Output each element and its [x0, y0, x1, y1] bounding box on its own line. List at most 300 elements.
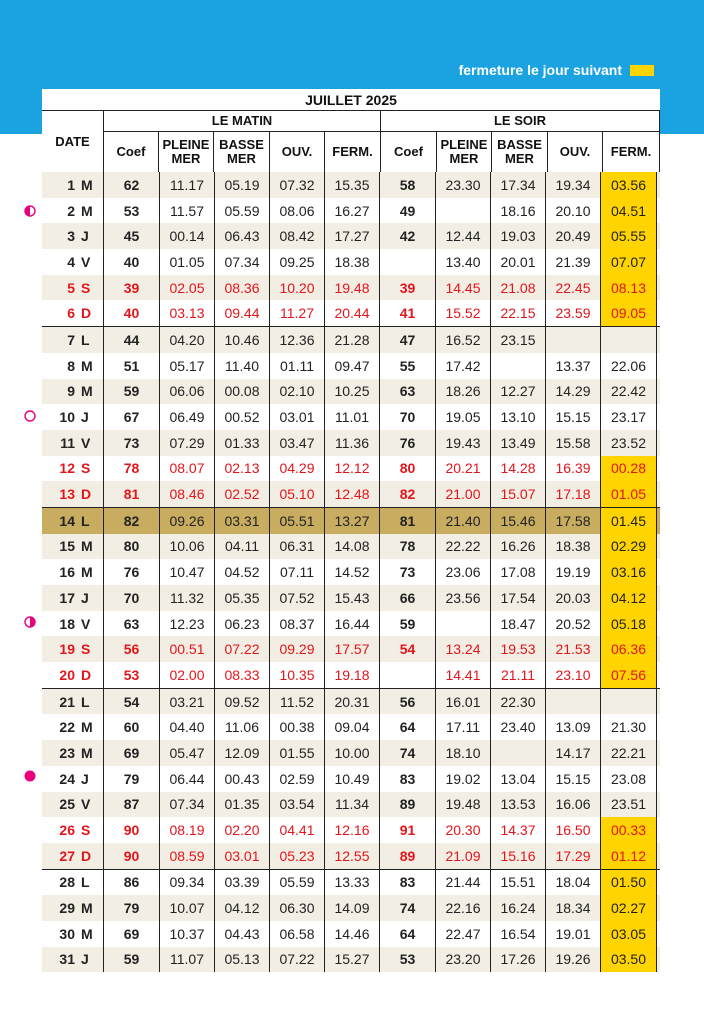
ouv-matin: 01.11	[269, 353, 324, 379]
basse-mer-soir: 13.53	[490, 792, 545, 818]
ouv-soir: 21.39	[545, 249, 600, 275]
col-ouv-matin: OUV.	[270, 132, 325, 172]
coef-soir: 78	[379, 534, 435, 560]
basse-mer-soir: 21.11	[490, 662, 545, 688]
day-number: 2	[67, 202, 75, 219]
weekday: M	[81, 176, 93, 193]
coef-matin: 59	[103, 379, 159, 405]
ouv-matin: 11.52	[269, 689, 324, 715]
coef-matin: 82	[103, 508, 159, 534]
pleine-mer-soir: 23.06	[435, 559, 490, 585]
ouv-matin: 10.35	[269, 662, 324, 688]
date-header: DATE	[55, 133, 90, 149]
basse-mer-matin: 03.39	[214, 870, 269, 896]
weekday: V	[81, 615, 91, 632]
pleine-mer-matin: 11.57	[159, 198, 214, 224]
coef-soir: 74	[379, 740, 435, 766]
pleine-mer-matin: 01.05	[159, 249, 214, 275]
ferm-soir: 06.36	[600, 636, 657, 662]
ferm-matin: 14.52	[324, 559, 379, 585]
day-number: 5	[67, 279, 75, 296]
ouv-matin: 04.41	[269, 817, 324, 843]
ouv-matin: 10.20	[269, 275, 324, 301]
basse-mer-soir: 13.04	[490, 766, 545, 792]
coef-soir: 83	[379, 870, 435, 896]
basse-mer-matin: 05.59	[214, 198, 269, 224]
col-ferm-soir: FERM.	[603, 132, 660, 172]
basse-mer-soir: 14.28	[490, 456, 545, 482]
basse-mer-matin: 06.23	[214, 611, 269, 637]
coef-matin: 59	[103, 947, 159, 973]
pleine-mer-soir: 21.40	[435, 508, 490, 534]
ouv-soir: 23.10	[545, 662, 600, 688]
ouv-matin: 07.52	[269, 585, 324, 611]
ferm-soir	[600, 327, 657, 353]
coef-matin: 60	[103, 714, 159, 740]
pleine-mer-matin: 09.26	[159, 508, 214, 534]
pleine-mer-soir: 18.26	[435, 379, 490, 405]
ouv-soir: 16.39	[545, 456, 600, 482]
pleine-mer-soir: 21.44	[435, 870, 490, 896]
day-number: 14	[59, 512, 75, 529]
pleine-mer-matin: 10.47	[159, 559, 214, 585]
day-number: 3	[67, 228, 75, 245]
coef-matin: 40	[103, 249, 159, 275]
pleine-mer-matin: 08.07	[159, 456, 214, 482]
weekday: M	[81, 564, 93, 581]
ferm-matin: 20.44	[324, 300, 379, 326]
ferm-soir: 01.50	[600, 870, 657, 896]
day-number: 7	[67, 331, 75, 348]
ferm-soir: 03.56	[600, 172, 657, 198]
basse-mer-soir: 15.46	[490, 508, 545, 534]
coef-soir: 63	[379, 379, 435, 405]
coef-soir: 53	[379, 947, 435, 973]
pleine-mer-soir: 19.02	[435, 766, 490, 792]
basse-mer-matin: 02.20	[214, 817, 269, 843]
pleine-mer-soir: 22.16	[435, 895, 490, 921]
ouv-matin: 03.01	[269, 404, 324, 430]
coef-matin: 63	[103, 611, 159, 637]
ouv-matin: 05.10	[269, 481, 324, 507]
day-number: 9	[67, 383, 75, 400]
pleine-mer-matin: 02.05	[159, 275, 214, 301]
day-number: 4	[67, 253, 75, 270]
coef-matin: 78	[103, 456, 159, 482]
weekday: J	[81, 951, 89, 968]
coef-matin: 79	[103, 766, 159, 792]
col-basse-mer-soir: BASSE MER	[492, 132, 548, 172]
weekday: D	[81, 666, 92, 683]
pleine-mer-soir: 16.01	[435, 689, 490, 715]
basse-mer-soir: 15.16	[490, 843, 545, 869]
ferm-matin: 10.25	[324, 379, 379, 405]
basse-mer-soir: 20.01	[490, 249, 545, 275]
basse-mer-matin: 07.22	[214, 636, 269, 662]
pleine-mer-soir: 23.56	[435, 585, 490, 611]
pleine-mer-matin: 05.47	[159, 740, 214, 766]
table-row	[42, 947, 660, 973]
day-number: 31	[59, 951, 75, 968]
weekday: L	[81, 512, 90, 529]
ouv-soir: 17.58	[545, 508, 600, 534]
ferm-soir: 03.05	[600, 921, 657, 947]
pleine-mer-soir: 17.42	[435, 353, 490, 379]
coef-soir: 70	[379, 404, 435, 430]
basse-mer-soir: 16.24	[490, 895, 545, 921]
pleine-mer-soir: 13.24	[435, 636, 490, 662]
coef-matin: 87	[103, 792, 159, 818]
pleine-mer-soir	[435, 611, 490, 637]
weekday: V	[81, 253, 91, 270]
ferm-matin: 13.27	[324, 508, 379, 534]
basse-mer-matin: 05.13	[214, 947, 269, 973]
ferm-matin: 12.55	[324, 843, 379, 869]
weekday: M	[81, 925, 93, 942]
pleine-mer-matin: 00.14	[159, 223, 214, 249]
ferm-matin: 15.43	[324, 585, 379, 611]
ouv-soir: 23.59	[545, 300, 600, 326]
ferm-matin: 17.27	[324, 223, 379, 249]
pleine-mer-matin: 11.07	[159, 947, 214, 973]
pleine-mer-matin: 11.17	[159, 172, 214, 198]
pleine-mer-matin: 07.29	[159, 430, 214, 456]
moon-new-icon	[24, 770, 36, 782]
ferm-matin: 16.27	[324, 198, 379, 224]
ouv-matin: 05.51	[269, 508, 324, 534]
ouv-matin: 09.29	[269, 636, 324, 662]
day-number: 18	[59, 615, 75, 632]
ouv-soir: 20.03	[545, 585, 600, 611]
basse-mer-matin: 03.01	[214, 843, 269, 869]
coef-soir: 41	[379, 300, 435, 326]
ferm-matin: 11.01	[324, 404, 379, 430]
pleine-mer-matin: 06.06	[159, 379, 214, 405]
col-pleine-mer-matin: PLEINE MER	[159, 132, 214, 172]
pleine-mer-soir: 14.41	[435, 662, 490, 688]
ferm-matin: 09.04	[324, 714, 379, 740]
basse-mer-soir: 17.26	[490, 947, 545, 973]
weekday: L	[81, 331, 90, 348]
ferm-soir: 02.27	[600, 895, 657, 921]
ouv-soir: 17.18	[545, 481, 600, 507]
basse-mer-matin: 00.52	[214, 404, 269, 430]
ouv-soir: 16.50	[545, 817, 600, 843]
legend-swatch	[630, 65, 654, 76]
ouv-soir: 18.38	[545, 534, 600, 560]
weekday: S	[81, 822, 91, 839]
pleine-mer-matin: 00.51	[159, 636, 214, 662]
basse-mer-soir: 21.08	[490, 275, 545, 301]
day-number: 29	[59, 900, 75, 917]
ferm-soir: 21.30	[600, 714, 657, 740]
day-number: 8	[67, 357, 75, 374]
ouv-matin: 01.55	[269, 740, 324, 766]
pleine-mer-matin: 10.06	[159, 534, 214, 560]
ferm-matin: 19.18	[324, 662, 379, 688]
coef-soir	[379, 662, 435, 688]
table-row	[42, 404, 660, 430]
basse-mer-matin: 12.09	[214, 740, 269, 766]
ferm-soir	[600, 689, 657, 715]
basse-mer-soir: 23.15	[490, 327, 545, 353]
ferm-soir: 22.21	[600, 740, 657, 766]
basse-mer-matin: 09.44	[214, 300, 269, 326]
basse-mer-soir: 18.16	[490, 198, 545, 224]
ferm-matin: 14.08	[324, 534, 379, 560]
legend-text: fermeture le jour suivant	[458, 62, 622, 78]
basse-mer-matin: 02.13	[214, 456, 269, 482]
coef-soir	[379, 249, 435, 275]
pleine-mer-matin: 04.20	[159, 327, 214, 353]
ferm-soir: 23.17	[600, 404, 657, 430]
coef-matin: 80	[103, 534, 159, 560]
weekday: J	[81, 228, 89, 245]
day-number: 13	[59, 486, 75, 503]
col-basse-mer-matin: BASSE MER	[214, 132, 270, 172]
ouv-soir: 14.17	[545, 740, 600, 766]
ouv-soir: 20.52	[545, 611, 600, 637]
weekday: S	[81, 279, 91, 296]
weekday: V	[81, 796, 91, 813]
coef-matin: 53	[103, 662, 159, 688]
coef-matin: 67	[103, 404, 159, 430]
coef-matin: 44	[103, 327, 159, 353]
pleine-mer-matin: 03.21	[159, 689, 214, 715]
coef-matin: 90	[103, 817, 159, 843]
weekday: S	[81, 641, 91, 658]
pleine-mer-soir: 22.47	[435, 921, 490, 947]
ferm-soir: 03.50	[600, 947, 657, 973]
pleine-mer-soir: 13.40	[435, 249, 490, 275]
ferm-soir: 08.13	[600, 275, 657, 301]
coef-matin: 53	[103, 198, 159, 224]
weekday: L	[81, 874, 90, 891]
coef-soir: 81	[379, 508, 435, 534]
ferm-matin: 21.28	[324, 327, 379, 353]
coef-soir: 80	[379, 456, 435, 482]
basse-mer-soir: 17.34	[490, 172, 545, 198]
ouv-soir: 15.58	[545, 430, 600, 456]
ferm-soir: 01.45	[600, 508, 657, 534]
coef-matin: 81	[103, 481, 159, 507]
table-row	[42, 223, 660, 249]
coef-soir: 76	[379, 430, 435, 456]
ferm-soir: 02.29	[600, 534, 657, 560]
pleine-mer-soir: 16.52	[435, 327, 490, 353]
ouv-soir: 15.15	[545, 404, 600, 430]
weekday: M	[81, 719, 93, 736]
ouv-matin: 03.54	[269, 792, 324, 818]
day-number: 26	[59, 822, 75, 839]
ouv-matin: 04.29	[269, 456, 324, 482]
pleine-mer-matin: 10.37	[159, 921, 214, 947]
coef-soir: 58	[379, 172, 435, 198]
basse-mer-matin: 07.34	[214, 249, 269, 275]
basse-mer-matin: 04.11	[214, 534, 269, 560]
col-pleine-mer-soir: PLEINE MER	[437, 132, 492, 172]
coef-matin: 69	[103, 740, 159, 766]
basse-mer-matin: 08.36	[214, 275, 269, 301]
coef-matin: 45	[103, 223, 159, 249]
ferm-matin: 19.48	[324, 275, 379, 301]
weekday: V	[81, 434, 91, 451]
ouv-matin: 02.10	[269, 379, 324, 405]
ferm-soir: 23.51	[600, 792, 657, 818]
table-row	[42, 481, 660, 507]
ouv-soir: 19.34	[545, 172, 600, 198]
table-row	[42, 172, 660, 198]
ouv-matin: 05.23	[269, 843, 324, 869]
ouv-soir	[545, 327, 600, 353]
table-row	[42, 895, 660, 921]
basse-mer-matin: 01.35	[214, 792, 269, 818]
ferm-matin: 17.57	[324, 636, 379, 662]
ouv-matin: 07.11	[269, 559, 324, 585]
ferm-soir: 05.18	[600, 611, 657, 637]
weekday: M	[81, 744, 93, 761]
table-row	[42, 921, 660, 947]
day-number: 28	[59, 874, 75, 891]
ferm-soir: 09.05	[600, 300, 657, 326]
col-coef-soir: Coef	[381, 132, 437, 172]
pleine-mer-soir: 19.05	[435, 404, 490, 430]
ouv-matin: 05.59	[269, 870, 324, 896]
ouv-soir: 15.15	[545, 766, 600, 792]
month-title: JUILLET 2025	[42, 89, 660, 111]
ferm-soir: 23.52	[600, 430, 657, 456]
basse-mer-soir	[490, 740, 545, 766]
coef-soir: 83	[379, 766, 435, 792]
ouv-soir: 20.10	[545, 198, 600, 224]
basse-mer-matin: 04.52	[214, 559, 269, 585]
day-number: 24	[59, 770, 75, 787]
pleine-mer-soir: 23.20	[435, 947, 490, 973]
pleine-mer-matin: 06.44	[159, 766, 214, 792]
matin-header: LE MATIN	[103, 111, 381, 132]
basse-mer-matin: 11.06	[214, 714, 269, 740]
ouv-matin: 06.30	[269, 895, 324, 921]
day-number: 21	[59, 693, 75, 710]
weekday: M	[81, 900, 93, 917]
basse-mer-soir: 15.07	[490, 481, 545, 507]
pleine-mer-soir: 15.52	[435, 300, 490, 326]
coef-matin: 39	[103, 275, 159, 301]
day-number: 12	[59, 460, 75, 477]
weekday: J	[81, 409, 89, 426]
weekday: D	[81, 305, 92, 322]
table-row	[42, 585, 660, 611]
basse-mer-matin: 10.46	[214, 327, 269, 353]
table-row	[42, 869, 660, 896]
basse-mer-soir: 15.51	[490, 870, 545, 896]
weekday: J	[81, 770, 89, 787]
moon-last-quarter-icon	[24, 616, 36, 628]
table-row	[42, 326, 660, 353]
pleine-mer-soir: 22.22	[435, 534, 490, 560]
ouv-matin: 12.36	[269, 327, 324, 353]
table-row	[42, 636, 660, 662]
pleine-mer-matin: 12.23	[159, 611, 214, 637]
moon-full-icon	[24, 410, 36, 422]
coef-soir: 82	[379, 481, 435, 507]
col-ferm-matin: FERM.	[325, 132, 381, 172]
basse-mer-matin: 03.31	[214, 508, 269, 534]
coef-soir: 59	[379, 611, 435, 637]
coef-matin: 86	[103, 870, 159, 896]
day-number: 1	[67, 176, 75, 193]
pleine-mer-matin: 09.34	[159, 870, 214, 896]
ouv-soir: 19.26	[545, 947, 600, 973]
ferm-soir: 07.07	[600, 249, 657, 275]
pleine-mer-soir: 19.43	[435, 430, 490, 456]
ouv-matin: 08.37	[269, 611, 324, 637]
basse-mer-matin: 11.40	[214, 353, 269, 379]
coef-matin: 90	[103, 843, 159, 869]
ferm-matin: 16.44	[324, 611, 379, 637]
ouv-matin: 00.38	[269, 714, 324, 740]
coef-matin: 56	[103, 636, 159, 662]
ouv-matin: 08.42	[269, 223, 324, 249]
weekday: M	[81, 538, 93, 555]
ouv-matin: 08.06	[269, 198, 324, 224]
basse-mer-soir: 12.27	[490, 379, 545, 405]
ouv-soir: 18.04	[545, 870, 600, 896]
ouv-soir: 13.09	[545, 714, 600, 740]
basse-mer-soir: 23.40	[490, 714, 545, 740]
basse-mer-soir: 19.03	[490, 223, 545, 249]
ferm-matin: 13.33	[324, 870, 379, 896]
coef-soir: 49	[379, 198, 435, 224]
weekday: M	[81, 357, 93, 374]
basse-mer-soir: 13.49	[490, 430, 545, 456]
coef-matin: 73	[103, 430, 159, 456]
pleine-mer-soir: 21.00	[435, 481, 490, 507]
pleine-mer-matin: 02.00	[159, 662, 214, 688]
ferm-matin: 09.47	[324, 353, 379, 379]
table-row	[42, 379, 660, 405]
moon-first-quarter-icon	[24, 205, 36, 217]
table-row	[42, 559, 660, 585]
coef-soir: 55	[379, 353, 435, 379]
ferm-matin: 10.49	[324, 766, 379, 792]
day-number: 15	[59, 538, 75, 555]
pleine-mer-soir	[435, 198, 490, 224]
basse-mer-matin: 00.08	[214, 379, 269, 405]
basse-mer-matin: 02.52	[214, 481, 269, 507]
ferm-matin: 12.48	[324, 481, 379, 507]
coef-soir: 91	[379, 817, 435, 843]
ferm-soir: 23.08	[600, 766, 657, 792]
coef-soir: 89	[379, 792, 435, 818]
pleine-mer-soir: 23.30	[435, 172, 490, 198]
coef-soir: 54	[379, 636, 435, 662]
ouv-matin: 03.47	[269, 430, 324, 456]
coef-matin: 69	[103, 921, 159, 947]
table-row	[42, 430, 660, 456]
pleine-mer-matin: 06.49	[159, 404, 214, 430]
ferm-matin: 14.09	[324, 895, 379, 921]
pleine-mer-soir: 19.48	[435, 792, 490, 818]
ouv-soir: 17.29	[545, 843, 600, 869]
basse-mer-soir: 16.54	[490, 921, 545, 947]
day-number: 6	[67, 305, 75, 322]
ferm-soir: 00.33	[600, 817, 657, 843]
tide-table	[42, 89, 660, 969]
basse-mer-soir: 14.37	[490, 817, 545, 843]
table-row	[42, 792, 660, 818]
pleine-mer-matin: 03.13	[159, 300, 214, 326]
